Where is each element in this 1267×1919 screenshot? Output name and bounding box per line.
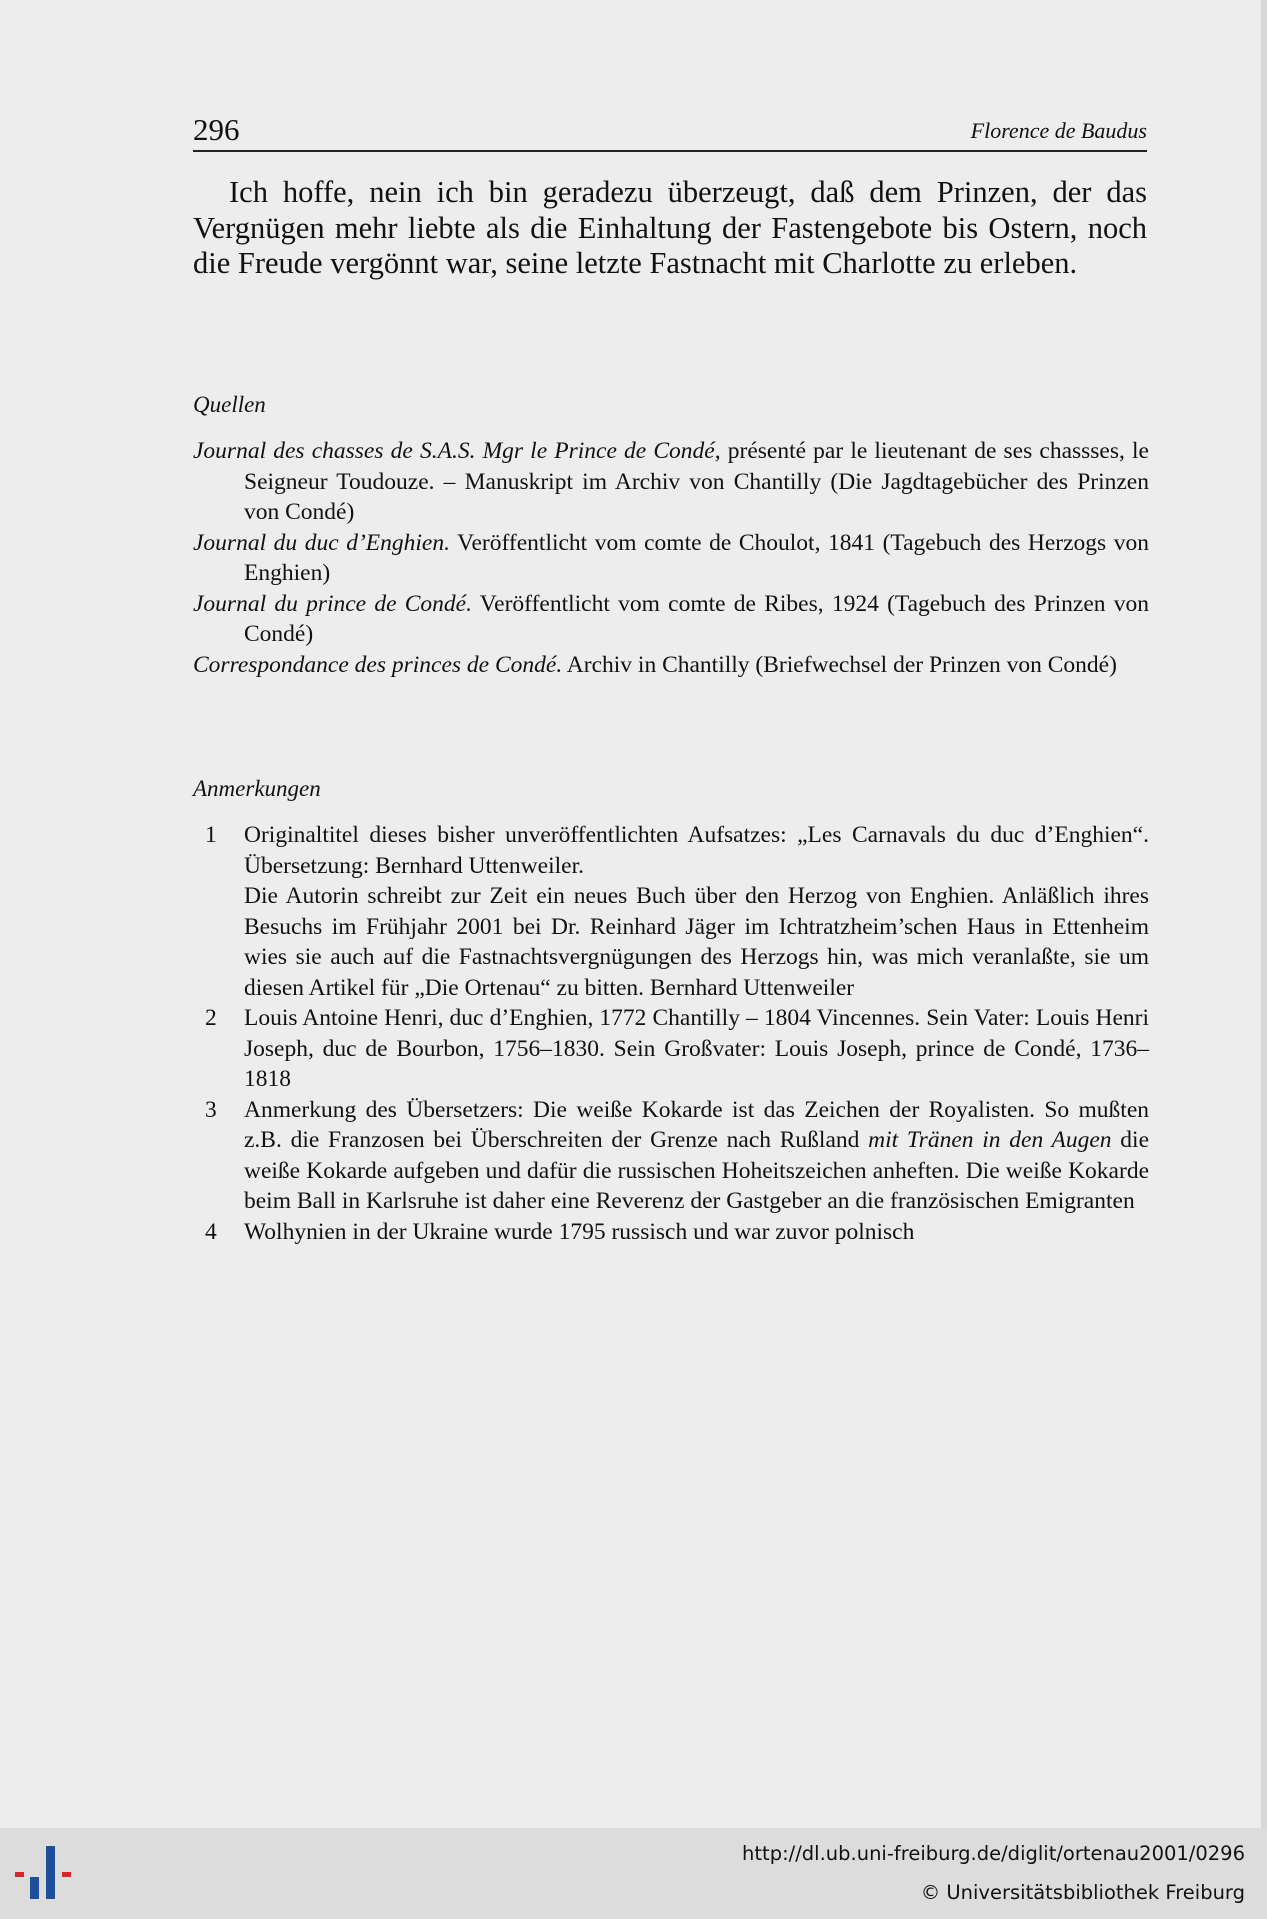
note-item <box>193 820 1149 1003</box>
source-title: Journal du duc d’Enghien. <box>193 529 450 556</box>
source-entry <box>193 650 1149 681</box>
anmerkungen-heading: Anmerkungen <box>193 776 321 801</box>
permalink-url[interactable]: http://dl.ub.uni-freiburg.de/diglit/ortenau2001/0296 <box>742 1842 1245 1865</box>
source-text: Veröffentlicht vom comte de Choulot, 1841 (Tagebuch des Herzogs von Enghien) <box>244 529 1149 586</box>
source-title: Journal des chasses de S.A.S. Mgr le Prince de Condé, <box>193 438 721 464</box>
library-logo-icon <box>12 1844 82 1904</box>
copyright-text: © Universitätsbibliothek Freiburg <box>920 1881 1245 1904</box>
source-text: Archiv in Chantilly (Briefwechsel der Prinzen von Condé) <box>562 651 1117 678</box>
source-entry <box>193 528 1149 589</box>
note-item <box>193 1003 1149 1095</box>
note-number: 1 <box>205 822 217 848</box>
quellen-heading: Quellen <box>193 392 266 417</box>
note-number: 4 <box>205 1218 217 1245</box>
note-text <box>244 1095 1149 1217</box>
page-number: 296 <box>193 112 240 147</box>
note-number: 2 <box>205 1005 217 1031</box>
notes-list <box>193 820 1149 1247</box>
source-text: présenté par le lieutenant de ses chassses, le Seigneur Toudouze. – Manuskript im Archiv von Chantilly (Die Jagdtagebücher des Prinzen von Condé) <box>244 438 1149 525</box>
note-text-italic: mit Tränen in den Augen <box>868 1127 1112 1153</box>
note-text: Originaltitel dieses bisher unveröffentlichten Aufsatzes: „Les Carnavals du duc d’Enghien“. Übersetzung: Bernhard Uttenweiler. <box>244 822 1149 879</box>
source-title: Journal du prince de Condé. <box>193 590 472 617</box>
note-text-continued: Die Autorin schreibt zur Zeit ein neues Buch über den Herzog von Enghien. Anläßlich ihres Besuchs im Frühjahr 2001 bei Dr. Reinhard Jäger im Ichtratzheim’schen Haus in Ettenheim wies sie auch auf die Fastnachtsvergnügungen des Herzogs hin, was mich veranlaßte, sie um diesen Artikel für „Die Ortenau“ zu bitten. Bernhard Uttenweiler <box>244 883 1149 1001</box>
page-edge <box>1261 0 1267 1828</box>
note-item <box>193 1095 1149 1217</box>
running-title: Florence de Baudus <box>970 118 1147 143</box>
note-text-part: Anmerkung des Übersetzers: Die weiße Kokarde ist das Zeichen der Royalisten. So mußten z.B. die Franzosen bei Überschreiten der Grenze nach Rußland <box>244 1096 1149 1153</box>
source-text: Veröffentlicht vom comte de Ribes, 1924 (Tagebuch des Prinzen von Condé) <box>244 590 1149 647</box>
note-item <box>193 1217 1149 1248</box>
note-text: Wolhynien in der Ukraine wurde 1795 russisch und war zuvor polnisch <box>244 1218 915 1245</box>
page-header <box>193 110 1147 152</box>
footer-bar <box>0 1828 1267 1919</box>
source-title: Correspondance des princes de Condé. <box>193 651 563 678</box>
note-text-part: die weiße Kokarde aufgeben und dafür die russischen Hoheitszeichen anheften. Die weiße Kokarde beim Ball in Karlsruhe ist daher eine Reverenz der Gastgeber an die französischen Emigranten <box>244 1127 1149 1214</box>
note-number: 3 <box>205 1096 217 1123</box>
source-entry <box>193 589 1149 650</box>
intro-paragraph: Ich hoffe, nein ich bin geradezu überzeugt, daß dem Prinzen, der das Vergnügen mehr liebte als die Einhaltung der Fastengebote bis Ostern, noch die Freude vergönnt war, seine letzte Fastnacht mit Charlotte zu erleben. <box>193 175 1147 280</box>
source-entry <box>193 436 1149 528</box>
note-text: Louis Antoine Henri, duc d’Enghien, 1772 Chantilly – 1804 Vincennes. Sein Vater: Louis Henri Joseph, duc de Bourbon, 1756–1830. Sein Großvater: Louis Joseph, prince de Condé, 1736–1818 <box>244 1005 1149 1092</box>
sources-list <box>193 436 1149 680</box>
